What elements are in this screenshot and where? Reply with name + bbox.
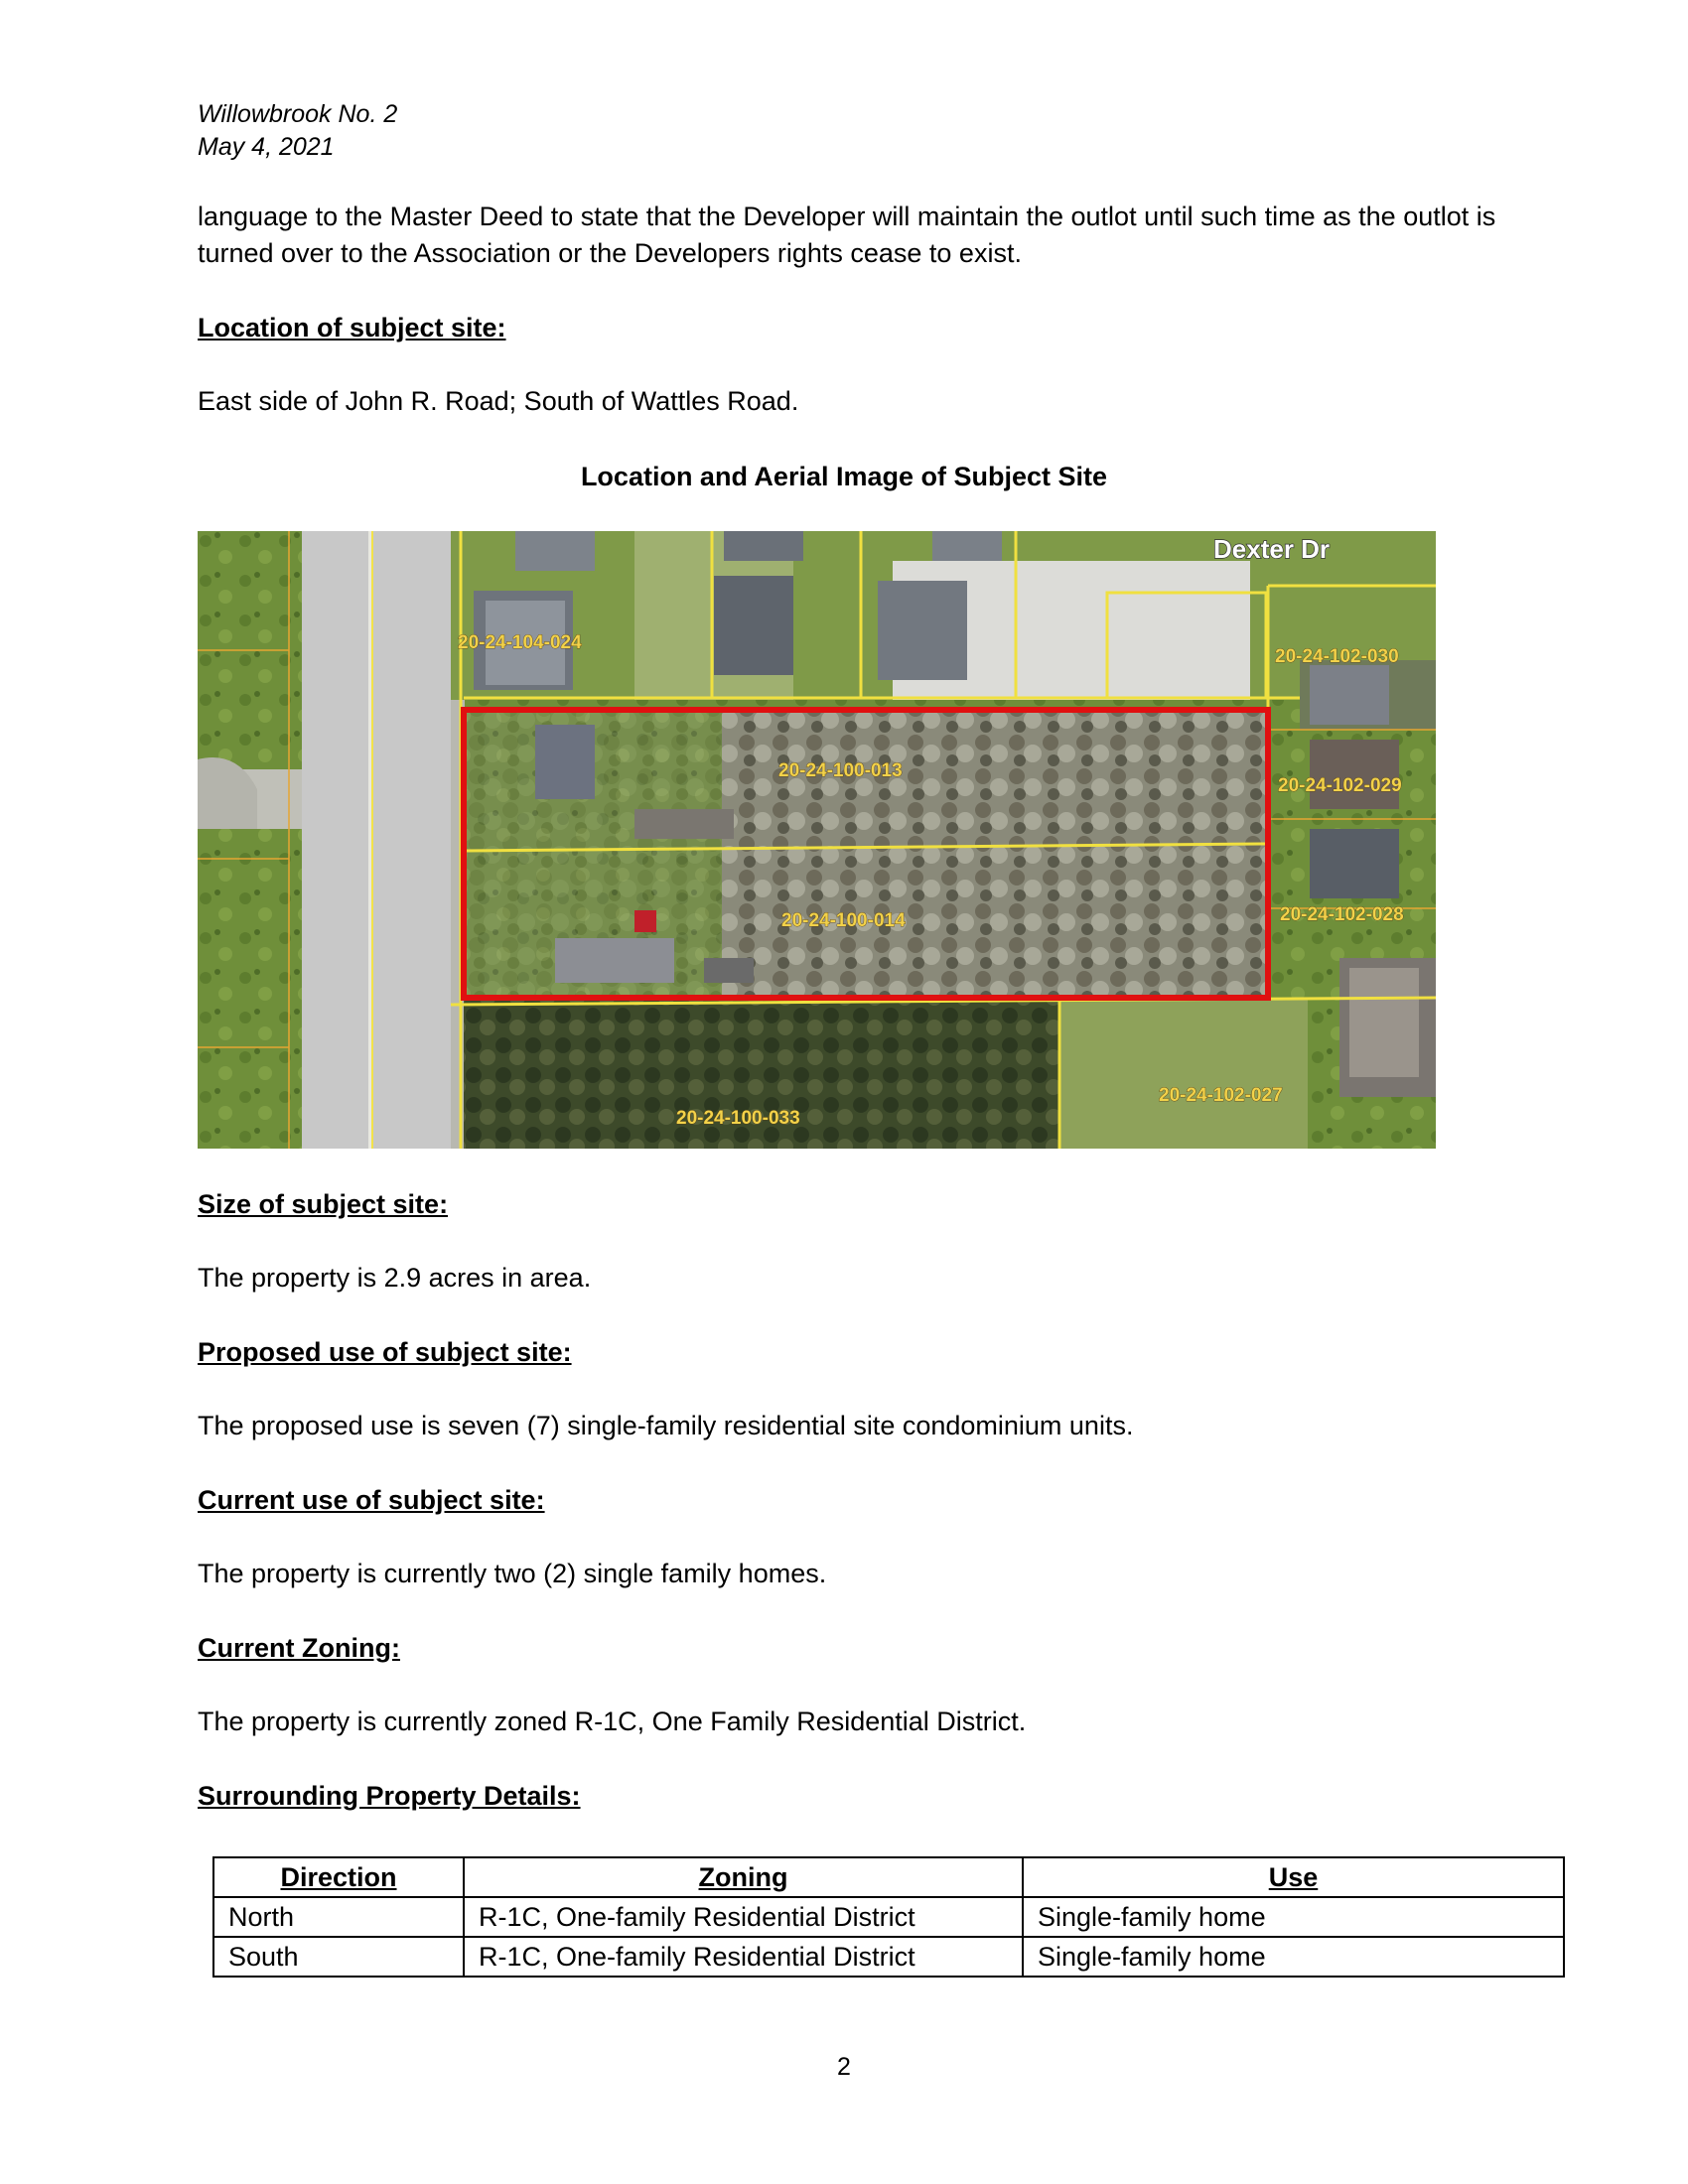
current-use-text: The property is currently two (2) single family homes. — [198, 1559, 827, 1588]
parcel-label: 20-24-102-028 — [1280, 904, 1404, 925]
cell-zoning: R-1C, One-family Residential District — [464, 1897, 1023, 1937]
aerial-map — [198, 531, 1436, 1149]
intro-paragraph: language to the Master Deed to state that the Developer will maintain the outlot until such time as the outlot is turned over to the Association or the Developers rights cease to exist. — [198, 202, 1496, 268]
header-project: Willowbrook No. 2 — [198, 100, 398, 128]
parcel-label: 20-24-100-014 — [781, 910, 906, 931]
parcel-label: 20-24-102-027 — [1159, 1085, 1283, 1106]
parcel-label: 20-24-104-024 — [458, 632, 582, 653]
location-text: East side of John R. Road; South of Wattles Road. — [198, 386, 799, 416]
proposed-use-text: The proposed use is seven (7) single-family residential site condominium units. — [198, 1411, 1134, 1440]
size-text: The property is 2.9 acres in area. — [198, 1263, 592, 1293]
street-label: Dexter Dr — [1213, 534, 1331, 564]
size-heading: Size of subject site: — [198, 1189, 449, 1219]
parcel-label: 20-24-102-030 — [1275, 646, 1399, 667]
cell-zoning: R-1C, One-family Residential District — [464, 1937, 1023, 1977]
surrounding-heading: Surrounding Property Details: — [198, 1781, 581, 1811]
cell-direction: North — [213, 1897, 464, 1937]
table-row — [213, 1897, 1564, 1937]
aerial-map-graphic — [198, 531, 1436, 1149]
proposed-use-heading: Proposed use of subject site: — [198, 1337, 572, 1367]
parcel-label: 20-24-100-033 — [676, 1108, 800, 1129]
cell-use: Single-family home — [1023, 1937, 1564, 1977]
cell-direction: South — [213, 1937, 464, 1977]
table-header-row — [213, 1857, 1564, 1897]
page-number: 2 — [837, 2053, 851, 2081]
current-use-heading: Current use of subject site: — [198, 1485, 545, 1515]
parcel-label: 20-24-102-029 — [1278, 775, 1402, 796]
column-header-direction: Direction — [213, 1857, 464, 1897]
header-date: May 4, 2021 — [198, 133, 335, 161]
surrounding-property-table — [212, 1856, 1565, 1978]
location-heading: Location of subject site: — [198, 313, 506, 342]
column-header-zoning: Zoning — [464, 1857, 1023, 1897]
figure-caption: Location and Aerial Image of Subject Site — [580, 462, 1108, 491]
zoning-text: The property is currently zoned R-1C, One Family Residential District. — [198, 1706, 1027, 1736]
zoning-heading: Current Zoning: — [198, 1633, 400, 1663]
table-row — [213, 1937, 1564, 1977]
cell-use: Single-family home — [1023, 1897, 1564, 1937]
parcel-label: 20-24-100-013 — [778, 760, 903, 781]
column-header-use: Use — [1023, 1857, 1564, 1897]
